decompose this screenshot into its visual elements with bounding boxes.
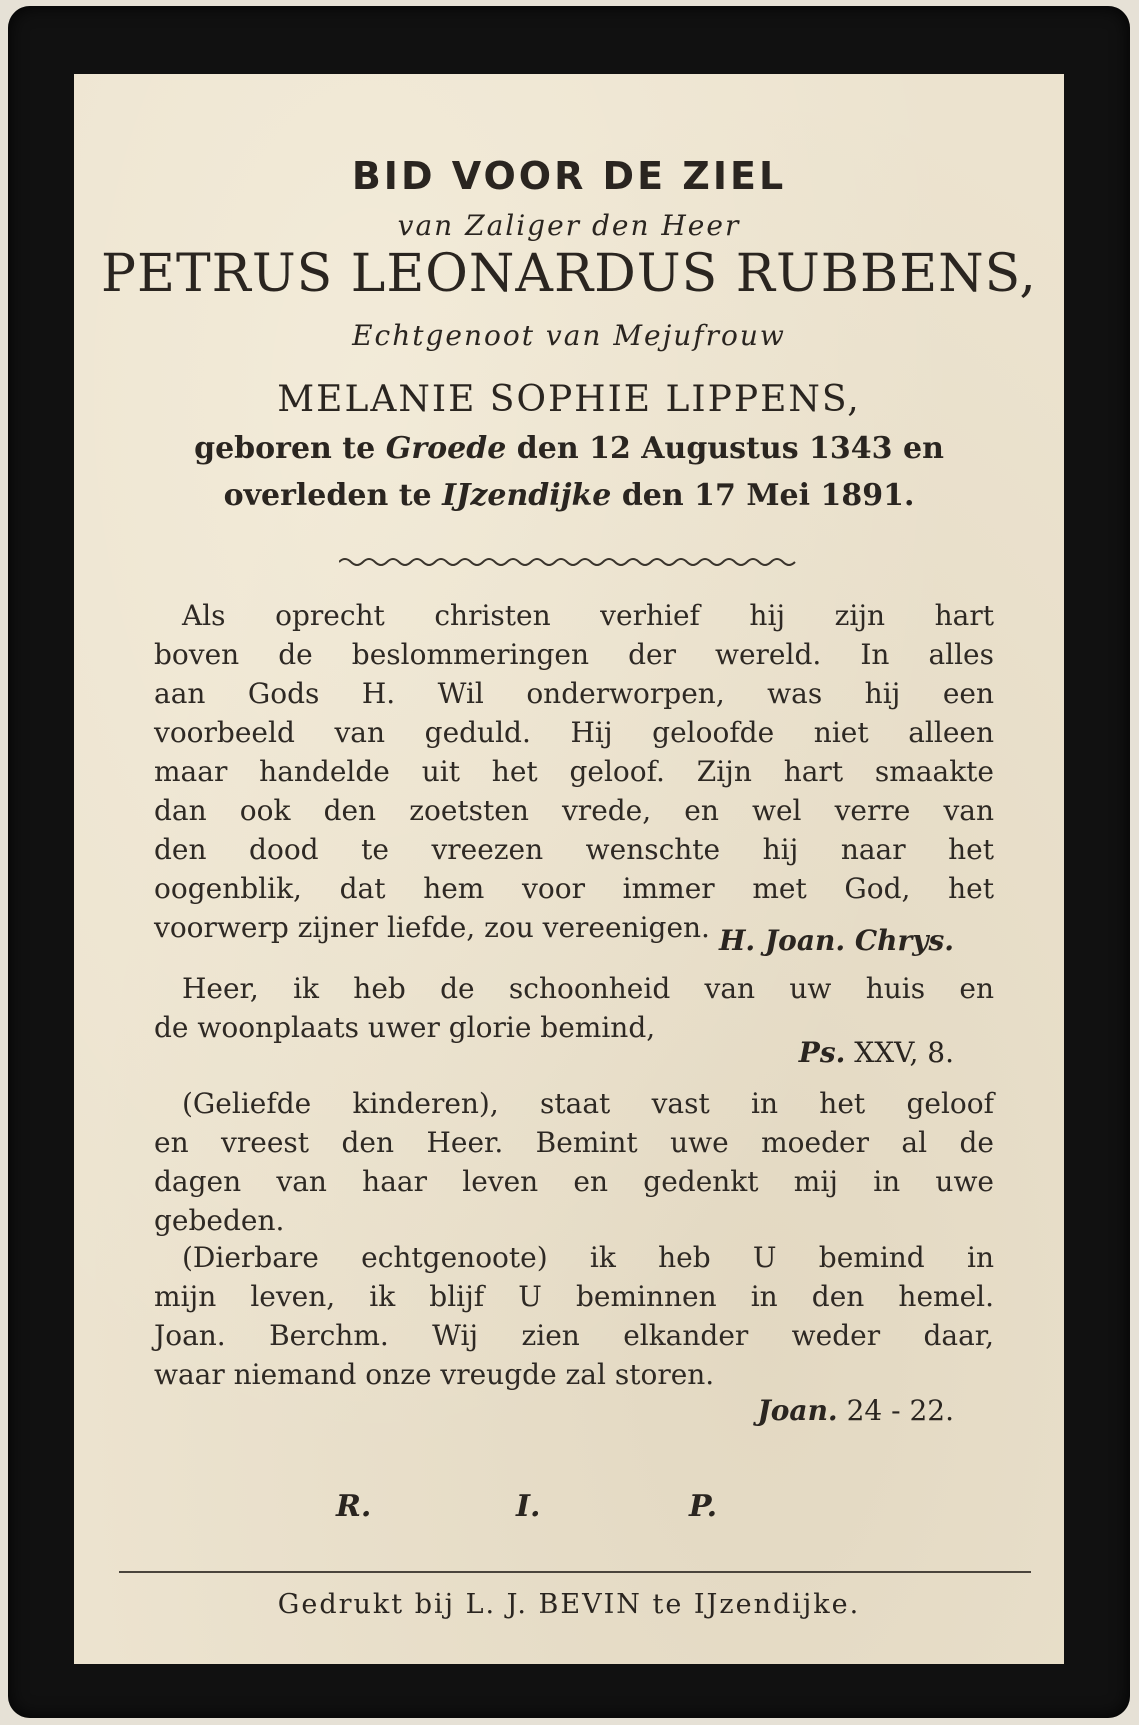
death-place: IJzendijke bbox=[442, 478, 612, 513]
birth-date: den 12 Augustus 1343 en bbox=[516, 431, 944, 466]
spouse-name: MELANIE SOPHIE LIPPENS, bbox=[277, 379, 861, 420]
citation-number: 24 - 22. bbox=[846, 1394, 954, 1427]
text-line: voorbeeld van geduld. Hij geloofde niet alleen bbox=[154, 716, 994, 749]
text-line: dagen van haar leven en gedenkt mij in uwe bbox=[154, 1165, 994, 1198]
intro-line: van Zaliger den Heer bbox=[397, 209, 741, 242]
rip-r: R. bbox=[336, 1489, 372, 1524]
text-line: Joan. Berchm. Wij zien elkander weder daar, bbox=[154, 1319, 994, 1352]
text-line: gebeden. bbox=[154, 1204, 285, 1237]
text-line: (Geliefde kinderen), staat vast in het geloof bbox=[182, 1087, 994, 1120]
text-line: (Dierbare echtgenoote) ik heb U bemind in bbox=[182, 1241, 994, 1274]
text-line: en vreest den Heer. Bemint uwe moeder al de bbox=[154, 1126, 994, 1159]
death-prefix: overleden te bbox=[223, 478, 432, 513]
citation-text: H. Joan. Chrys. bbox=[718, 924, 954, 957]
text-line: oogenblik, dat hem voor immer met God, het bbox=[154, 872, 994, 905]
wavy-divider bbox=[339, 552, 799, 572]
text-line: mijn leven, ik blijf U beminnen in den hemel. bbox=[154, 1280, 994, 1313]
citation-number: XXV, 8. bbox=[854, 1036, 954, 1069]
death-line bbox=[74, 478, 1064, 513]
card-heading: BID VOOR DE ZIEL bbox=[351, 154, 787, 198]
text-line: den dood te vreezen wenschte hij naar het bbox=[154, 833, 994, 866]
card-paper bbox=[74, 74, 1064, 1664]
text-line: dan ook den zoetsten vrede, en wel verre van bbox=[154, 794, 994, 827]
text-line: Heer, ik heb de schoonheid van uw huis en bbox=[182, 972, 994, 1005]
text-line: voorwerp zijner liefde, zou vereenigen. bbox=[154, 911, 710, 944]
text-line: waar niemand onze vreugde zal storen. bbox=[154, 1358, 715, 1391]
printer-line: Gedrukt bij L. J. BEVIN te IJzendijke. bbox=[277, 1589, 861, 1620]
text-line: Als oprecht christen verhief hij zijn hart bbox=[182, 599, 994, 632]
text-line: de woonplaats uwer glorie bemind, bbox=[154, 1011, 656, 1044]
paragraph-1 bbox=[154, 596, 994, 947]
birth-prefix: geboren te bbox=[194, 431, 376, 466]
paragraph-3 bbox=[154, 1084, 994, 1240]
spouse-intro-line: Echtgenoot van Mejufrouw bbox=[352, 319, 786, 352]
mourning-card bbox=[8, 6, 1130, 1718]
citation-psalm bbox=[799, 1036, 954, 1069]
text-line: aan Gods H. Wil onderworpen, was hij een bbox=[154, 677, 994, 710]
citation-ref: Joan. bbox=[757, 1394, 838, 1427]
citation-chrys bbox=[719, 924, 954, 957]
text-line: boven de beslommeringen der wereld. In alles bbox=[154, 638, 994, 671]
rip-p: P. bbox=[689, 1489, 718, 1524]
citation-ref: Ps. bbox=[798, 1036, 846, 1069]
footer-rule bbox=[119, 1571, 1031, 1573]
death-date: den 17 Mei 1891. bbox=[621, 478, 915, 513]
birth-place: Groede bbox=[385, 431, 507, 466]
citation-joan bbox=[758, 1394, 955, 1427]
deceased-name: PETRUS LEONARDUS RUBBENS, bbox=[101, 244, 1037, 304]
birth-line bbox=[74, 431, 1064, 466]
text-line: maar handelde uit het geloof. Zijn hart smaakte bbox=[154, 755, 994, 788]
paragraph-4 bbox=[154, 1238, 994, 1394]
rip-i: I. bbox=[516, 1489, 541, 1524]
